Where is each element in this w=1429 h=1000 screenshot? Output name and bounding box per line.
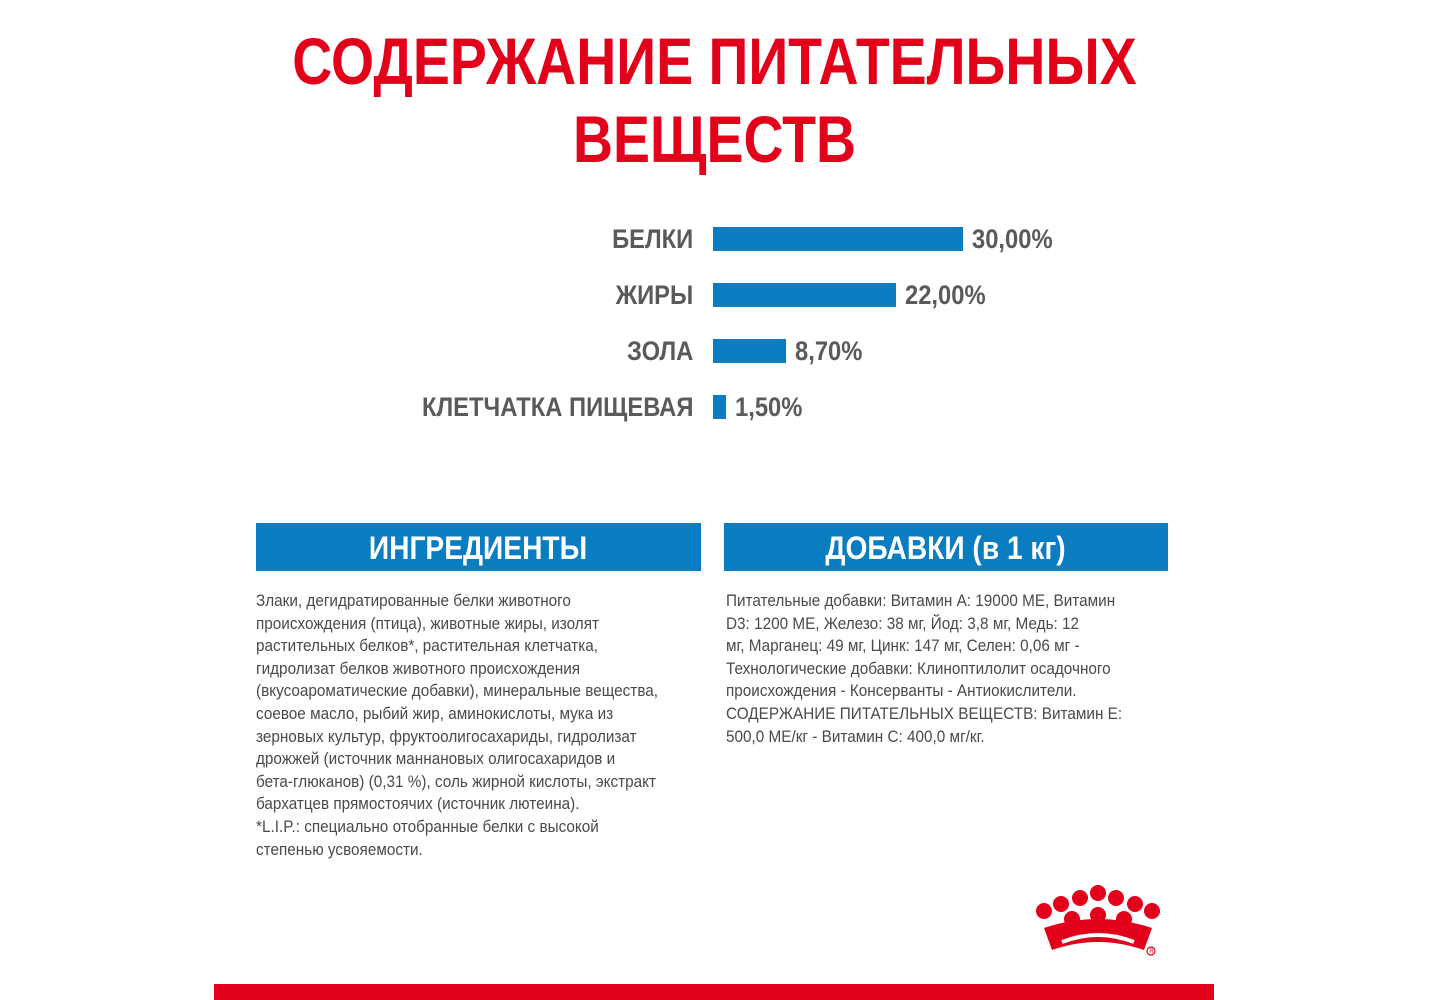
text-line: мг, Марганец: 49 мг, Цинк: 147 мг, Селен: 0,06 мг -	[726, 636, 1080, 656]
nutrient-row-fiber	[0, 383, 1429, 431]
ingredients-header	[256, 523, 701, 571]
page-title-line-1: СОДЕРЖАНИЕ ПИТАТЕЛЬНЫХ	[292, 24, 1137, 98]
nutrient-value: 30,00%	[972, 224, 1053, 254]
text-line: СОДЕРЖАНИЕ ПИТАТЕЛЬНЫХ ВЕЩЕСТВ: Витамин E:	[726, 703, 1123, 723]
text-line: соевое масло, рыбий жир, аминокислоты, мука из	[256, 703, 614, 723]
nutrient-value: 22,00%	[905, 280, 986, 310]
text-line: бархатцев прямостоячих (источник лютеина).	[256, 794, 580, 814]
bottom-accent-bar	[214, 984, 1214, 1000]
page-title	[114, 22, 1314, 178]
text-line: растительных белков*, растительная клетчатка,	[256, 636, 598, 656]
text-line: (вкусоароматические добавки), минеральные вещества,	[256, 681, 659, 701]
nutrient-value: 1,50%	[734, 392, 802, 422]
ingredients-heading: ИНГРЕДИЕНТЫ	[369, 530, 588, 566]
text-line: гидролизат белков животного происхождения	[256, 658, 581, 678]
nutrient-row-fat	[0, 271, 1429, 319]
additives-text	[726, 590, 1122, 748]
nutrient-bar	[713, 395, 726, 419]
text-line: дрожжей (источник маннановых олигосахаридов и	[256, 749, 616, 769]
nutrient-label: КЛЕТЧАТКА ПИЩЕВАЯ	[421, 392, 693, 422]
text-line: зерновых культур, фруктоолигосахариды, гидролизат	[256, 726, 637, 746]
text-line: Злаки, дегидратированные белки животного	[256, 591, 571, 610]
text-line: *L.I.P.: специально отобранные белки с высокой	[256, 816, 599, 836]
nutrient-row-protein	[0, 215, 1429, 263]
nutrient-bar	[713, 339, 786, 363]
additives-header	[724, 523, 1168, 571]
text-line: 500,0 МЕ/кг - Витамин C: 400,0 мг/кг.	[726, 726, 985, 746]
text-line: D3: 1200 МЕ, Железо: 38 мг, Йод: 3,8 мг, Медь: 12	[726, 613, 1080, 633]
nutrient-row-ash	[0, 327, 1429, 375]
nutrient-chart	[0, 215, 1429, 455]
nutrient-label: ЗОЛА	[626, 336, 693, 366]
text-line: степенью усвояемости.	[256, 839, 423, 859]
ingredients-text	[256, 590, 658, 861]
svg-text:R: R	[1149, 949, 1154, 956]
additives-heading: ДОБАВКИ (в 1 кг)	[825, 530, 1067, 566]
nutrient-value: 8,70%	[794, 336, 862, 366]
nutrient-bar	[713, 283, 896, 307]
page-title-line-2: ВЕЩЕСТВ	[572, 102, 857, 176]
nutrient-label: БЕЛКИ	[611, 224, 693, 254]
text-line: Питательные добавки: Витамин A: 19000 МЕ, Витамин	[726, 591, 1116, 610]
nutrient-label: ЖИРЫ	[615, 280, 693, 310]
text-line: происхождения - Консерванты - Антиокислители.	[726, 681, 1077, 701]
royal-canin-crown-logo-icon	[1034, 884, 1162, 958]
nutrient-bar	[713, 227, 963, 251]
text-line: Технологические добавки: Клиноптилолит осадочного	[726, 658, 1111, 678]
text-line: бета-глюканов) (0,31 %), соль жирной кислоты, экстракт	[256, 771, 657, 791]
text-line: происхождения (птица), животные жиры, изолят	[256, 613, 600, 633]
